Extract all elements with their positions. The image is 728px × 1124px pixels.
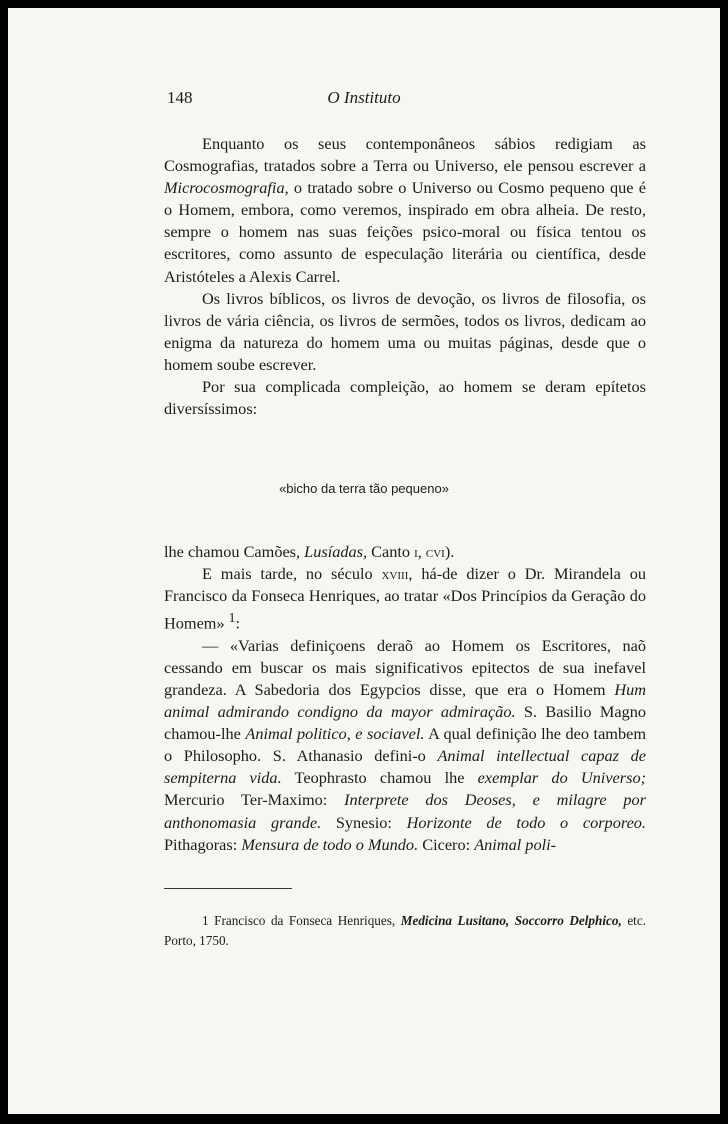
p6-italic-p: Animal poli-	[474, 834, 557, 854]
p6-text-a: — «Varias definiçoens deraõ ao Homem os Escritores, naõ cessando em buscar os mais significativos epitectos de sua inefavel grandeza. A Sabedoria dos Egypcios disse, que era o Homem	[164, 635, 646, 699]
p5-text-e: :	[235, 613, 240, 633]
footnote	[164, 911, 646, 951]
p6-text-o: Cicero:	[418, 834, 475, 854]
footnote-text-c: etc. Porto, 1750.	[164, 913, 646, 948]
p6-italic-b: Hum animal admirando condigno da mayor admiração.	[164, 679, 646, 722]
paragraph-2: Os livros bíblicos, os livros de devoção, os livros de filosofia, os livros de vária ciência, os livros de sermões, todos os livros, dedicam ao enigma da natureza do homem uma ou muitas páginas, desde que o homem soube escrever.	[164, 288, 646, 374]
footnote-text-a: Francisco da Fonseca Henriques,	[208, 913, 401, 928]
block-quote: «bicho da terra tão pequeno»	[279, 481, 449, 496]
text-block-upper	[164, 133, 646, 420]
page-number: 148	[167, 88, 193, 107]
p6-text-c: S. Basilio Magno chamou-lhe	[164, 702, 646, 744]
p4-text-a: lhe chamou Camões,	[164, 542, 305, 561]
p6-italic-f: Animal intellectual capaz de sempiterna vida.	[164, 746, 647, 788]
book-page	[8, 8, 720, 1114]
footnote-number: 1	[202, 913, 209, 928]
p6-text-k: Synesio:	[321, 812, 407, 832]
page-header	[8, 88, 720, 114]
footnote-book-title: Medicina Lusitano, Soccorro Delphico,	[400, 913, 622, 928]
paragraph-4	[164, 541, 646, 563]
footnote-rule	[164, 888, 292, 889]
p6-italic-d: Animal politico, e sociavel.	[245, 724, 425, 744]
paragraph-5	[164, 563, 646, 635]
text-block-lower	[164, 541, 646, 856]
p6-italic-h: exemplar do Universo;	[477, 768, 647, 788]
p4-canto-ref: i, cvi	[414, 542, 445, 561]
running-title: O Instituto	[327, 88, 401, 107]
p1-book-title: Microcosmografia	[164, 178, 285, 198]
p1-text-c: , o tratado sobre o Universo ou Cosmo pequeno que é o Homem, embora, como veremos, inspirado em obra alheia. De resto, sempre o homem nas suas feições psico-moral ou física tentou os escritores, como assunto de especulação literária ou científica, desde Aristóteles a Alexis Carrel.	[164, 178, 646, 286]
paragraph-6	[164, 635, 646, 856]
p4-text-e: ).	[444, 542, 455, 561]
p1-text-a: Enquanto os seus contemponâneos sábios redigiam as Cosmografias, tratados sobre a Terra ou Universo, ele pensou escrever a	[164, 134, 646, 176]
p4-text-c: Canto	[367, 542, 415, 561]
p6-italic-n: Mensura de todo o Mundo.	[241, 834, 419, 854]
p6-text-m: Pithagoras:	[164, 834, 242, 854]
footnote-marker: 1	[228, 610, 236, 626]
p5-text-a: E mais tarde, no século	[202, 564, 382, 584]
p6-text-g: Teophrasto chamou lhe	[281, 768, 478, 788]
p5-text-c: , há-de dizer o Dr. Mirandela ou Francisco da Fonseca Henriques, ao tratar «Dos Princípios da Geração do Homem»	[164, 564, 647, 633]
paragraph-1	[164, 133, 646, 288]
p6-text-e: A qual definição lhe deo tambem o Philosopho. S. Athanasio defini-o	[164, 724, 647, 766]
p6-italic-j: Interprete dos Deoses, e milagre por anthonomasia grande.	[164, 790, 647, 832]
paragraph-3: Por sua complicada compleição, ao homem se deram epítetos diversíssimos:	[164, 377, 646, 419]
p6-italic-l: Horizonte de todo o corporeo.	[406, 812, 647, 832]
p5-century: xviii	[381, 564, 409, 584]
p4-book-title: Lusíadas,	[304, 542, 368, 561]
p6-text-i: Mercurio Ter-Maximo:	[164, 790, 345, 810]
